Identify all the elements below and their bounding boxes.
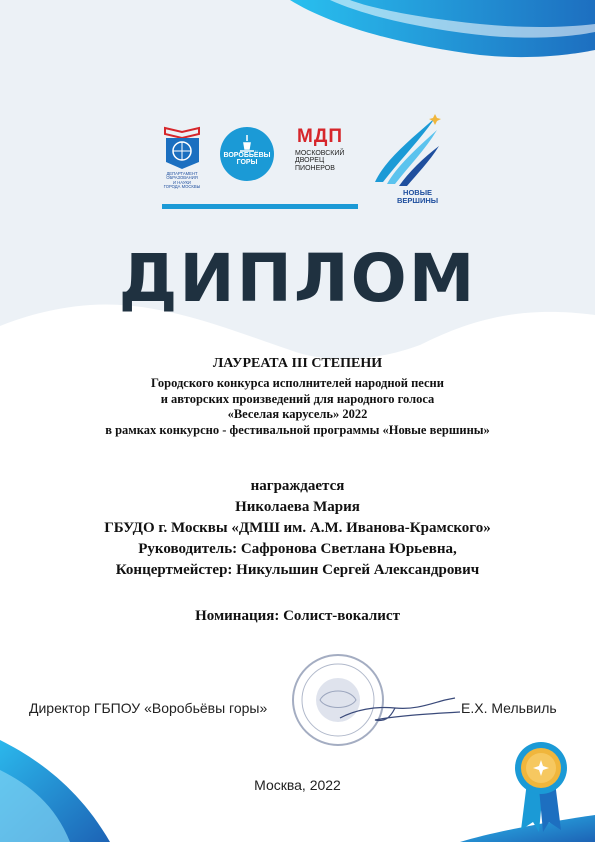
- award-line-1: Городского конкурса исполнителей народной песни: [151, 376, 444, 390]
- mdp-line-2: ДВОРЕЦ: [295, 157, 325, 165]
- department-logo: [160, 122, 205, 197]
- vorobyovy-line-2: ГОРЫ: [236, 159, 258, 167]
- awarded-text: награждается: [250, 478, 345, 494]
- recipient-school: ГБУДО г. Москвы «ДМШ им. А.М. Иванова-Крамского»: [104, 520, 491, 536]
- award-line-2: и авторских произведений для народного голоса: [160, 391, 435, 406]
- logos-row: [160, 110, 460, 220]
- signatory-position: Директор ГБПОУ «Воробьёвы горы»: [29, 700, 268, 716]
- award-line-3: «Веселая карусель» 2022: [227, 407, 368, 421]
- dept-line-2: ОБРАЗОВАНИЯ: [166, 175, 198, 181]
- nomination: Номинация: Солист-вокалист: [195, 608, 400, 624]
- accompanist-line: Концертмейстер: Никульшин Сергей Александрович: [115, 562, 480, 578]
- footer-city-year: Москва, 2022: [254, 777, 341, 793]
- diploma-title: ДИПЛОМ: [118, 240, 477, 317]
- signatory-name: Е.Х. Мельвиль: [461, 700, 557, 716]
- recipient-block: [0, 476, 595, 581]
- award-line-4: в рамках конкурсно - фестивальной программы «Новые вершины»: [105, 422, 490, 437]
- signature-scribble: [335, 690, 465, 730]
- recipient-name: Николаева Мария: [235, 499, 360, 515]
- mountain-swoosh-icon: [365, 110, 445, 190]
- award-level: ЛАУРЕАТА III СТЕПЕНИ: [212, 356, 383, 371]
- mdp-logo: [295, 127, 370, 187]
- nv-line-2: ВЕРШИНЫ: [397, 195, 439, 205]
- dept-line-1: ДЕПАРТАМЕНТ: [166, 171, 198, 176]
- vorobyovy-line-1: ВОРОБЬЁВЫ: [223, 152, 271, 159]
- dept-line-3: И НАУКИ: [173, 179, 191, 185]
- vorobyovy-gory-logo: [220, 127, 274, 181]
- award-description: [0, 376, 595, 438]
- mdp-mark: МДП: [297, 126, 344, 147]
- dept-line-4: ГОРОДА МОСКВЫ: [163, 184, 201, 190]
- supervisor-line: Руководитель: Сафронова Светлана Юрьевна,: [138, 541, 457, 557]
- mdp-line-1: МОСКОВСКИЙ: [295, 150, 345, 157]
- nv-line-1: НОВЫЕ: [403, 188, 433, 197]
- logos-divider: [162, 204, 358, 209]
- book-globe-icon: [160, 122, 205, 170]
- novye-vershiny-logo: [365, 110, 460, 220]
- mdp-line-3: ПИОНЕРОВ: [295, 164, 335, 172]
